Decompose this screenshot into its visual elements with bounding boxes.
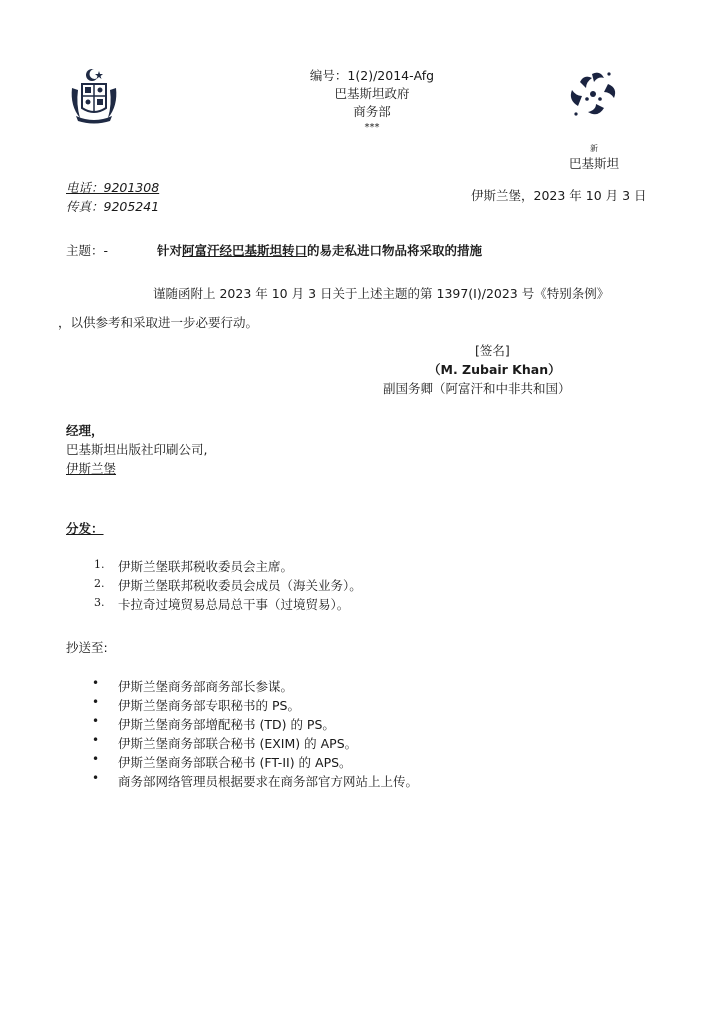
pakistan-emblem-icon [66, 66, 122, 124]
phone-number: 电话：9201308 [66, 180, 160, 195]
body-line-2: ，以供参考和采取进一步必要行动。 [58, 315, 259, 330]
subject-label: 主题：- [66, 243, 109, 258]
logo-caption-country: 巴基斯坦 [568, 156, 619, 171]
place-date: 伊斯兰堡，2023 年 10 月 3 日 [471, 188, 647, 203]
cc-heading: 抄送至: [66, 640, 108, 655]
subject-line [157, 241, 482, 259]
bullet-icon: • [92, 695, 100, 709]
government-name: 巴基斯坦政府 [334, 86, 410, 101]
subject-part2: 的易走私进口物品将采取的措施 [307, 243, 483, 258]
ministry-logo-icon [564, 68, 624, 120]
distribution-list [94, 557, 362, 614]
subject-underlined: 阿富汗经巴基斯坦转口 [182, 243, 308, 258]
signatory-title: 副国务卿（阿富汗和中非共和国） [383, 381, 571, 396]
body-line-1: 谨随函附上 2023 年 10 月 3 日关于上述主题的第 1397(I)/2023 号《特别条例》 [153, 286, 610, 301]
subject-part1: 针对 [157, 243, 183, 258]
bullet-icon: • [92, 771, 100, 785]
cc-list [92, 676, 419, 791]
letterhead [262, 67, 482, 135]
list-item: 1. 伊斯兰堡联邦税收委员会主席。 [94, 558, 294, 574]
ministry-name: 商务部 [353, 104, 391, 119]
list-item: • 伊斯兰堡商务部专职秘书的 PS。 [92, 695, 300, 713]
list-item: 2. 伊斯兰堡联邦税收委员会成员（海关业务）。 [94, 577, 362, 593]
logo-caption-small: 新 [590, 144, 598, 153]
list-item: • 伊斯兰堡商务部联合秘书 (EXIM) 的 APS。 [92, 733, 358, 751]
distribution-heading: 分发： [66, 521, 104, 536]
bullet-icon: • [92, 733, 100, 747]
bullet-icon: • [92, 676, 100, 690]
list-item: 3. 卡拉奇过境贸易总局总干事（过境贸易）。 [94, 596, 350, 612]
list-item: • 商务部网络管理员根据要求在商务部官方网站上上传。 [92, 771, 419, 789]
signature-signed: [签名] [475, 343, 510, 358]
fax-number: 传真：9205241 [66, 199, 160, 214]
bullet-icon: • [92, 752, 100, 766]
bullet-icon: • [92, 714, 100, 728]
header-stars: *** [364, 122, 380, 133]
list-item: • 伊斯兰堡商务部联合秘书 (FT-II) 的 APS。 [92, 752, 352, 770]
recipient-title: 经理， [66, 423, 104, 438]
recipient-org: 巴基斯坦出版社印刷公司, [66, 442, 208, 457]
list-item: • 伊斯兰堡商务部商务部长参谋。 [92, 676, 294, 694]
recipient-city: 伊斯兰堡 [66, 461, 117, 476]
reference-number: 编号：1(2)/2014-Afg [309, 68, 435, 83]
signatory-name: （M. Zubair Khan） [428, 362, 561, 377]
list-item: • 伊斯兰堡商务部增配秘书 (TD) 的 PS。 [92, 714, 335, 732]
